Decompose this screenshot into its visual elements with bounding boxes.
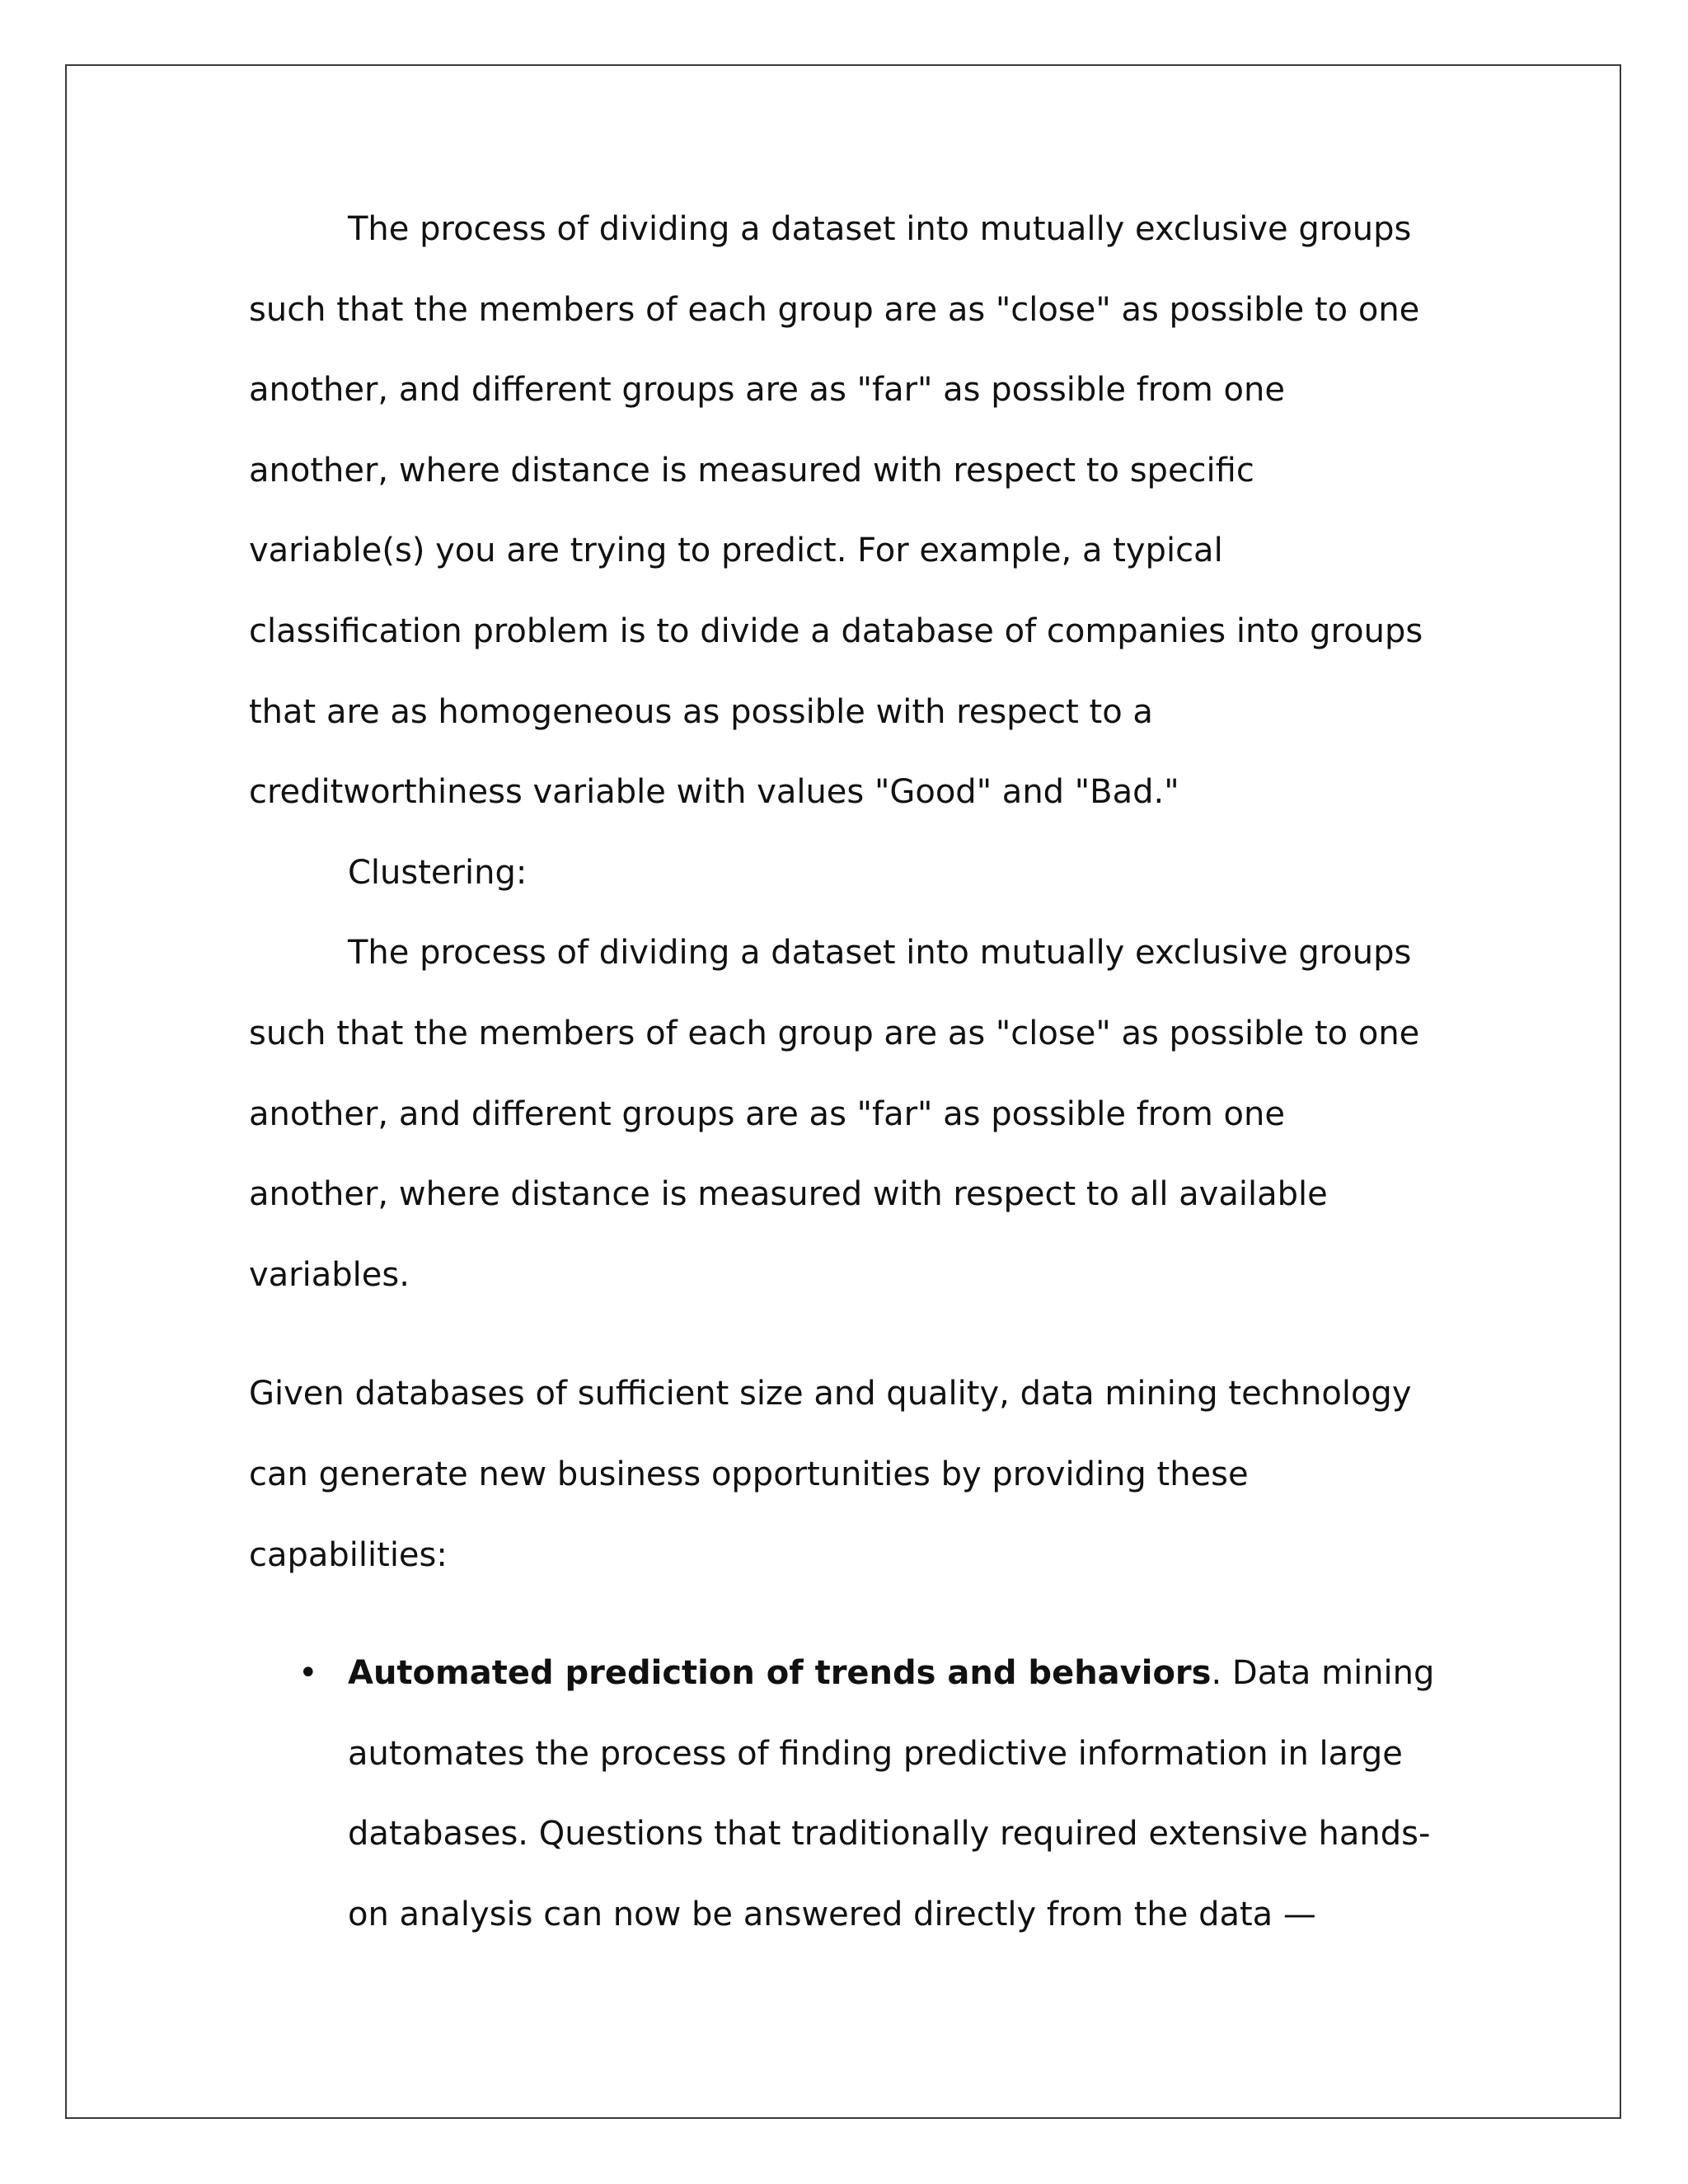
paragraph-clustering xyxy=(249,913,1452,1315)
text-line: another, and different groups are as "far" as possible from one xyxy=(249,371,1285,410)
bullet-marker: • xyxy=(298,1654,318,1693)
document-body xyxy=(249,190,1452,1955)
bullet-first-line-rest: . Data mining xyxy=(1211,1654,1435,1693)
clustering-heading xyxy=(249,833,1452,914)
text-line: The process of dividing a dataset into mutually exclusive groups xyxy=(348,934,1412,972)
text-line: that are as homogeneous as possible with respect to a xyxy=(249,692,1153,731)
text-line: such that the members of each group are as "close" as possible to one xyxy=(249,1014,1420,1052)
text-line: classification problem is to divide a database of companies into groups xyxy=(249,612,1423,650)
text-line: creditworthiness variable with values "Good" and "Bad." xyxy=(249,773,1179,812)
text-line: automates the process of finding predictive information in large xyxy=(348,1734,1403,1773)
text-line: databases. Questions that traditionally required extensive hands- xyxy=(348,1815,1431,1854)
text-line: capabilities: xyxy=(249,1535,448,1574)
text-line: variable(s) you are trying to predict. For example, a typical xyxy=(249,532,1223,570)
text-line: can generate new business opportunities by providing these xyxy=(249,1455,1249,1493)
paragraph-spacer xyxy=(249,1596,1452,1633)
text-line: variables. xyxy=(249,1255,410,1294)
text-line: on analysis can now be answered directly from the data — xyxy=(348,1895,1316,1933)
paragraph-classification xyxy=(249,190,1452,833)
paragraph-capabilities xyxy=(249,1354,1452,1596)
text-line: The process of dividing a dataset into mutually exclusive groups xyxy=(348,210,1412,248)
bullet-item xyxy=(249,1633,1452,1955)
text-line: such that the members of each group are as "close" as possible to one xyxy=(249,290,1420,329)
text-line: Given databases of sufficient size and quality, data mining technology xyxy=(249,1375,1412,1413)
bullet-first-line xyxy=(348,1633,1452,1714)
text-line: another, where distance is measured with respect to specific xyxy=(249,451,1254,490)
text-line: another, where distance is measured with respect to all available xyxy=(249,1175,1328,1214)
text-line: another, and different groups are as "far" as possible from one xyxy=(249,1094,1285,1133)
bullet-title: Automated prediction of trends and behaviors xyxy=(348,1654,1212,1693)
heading-text: Clustering: xyxy=(348,853,528,892)
paragraph-spacer xyxy=(249,1315,1452,1354)
